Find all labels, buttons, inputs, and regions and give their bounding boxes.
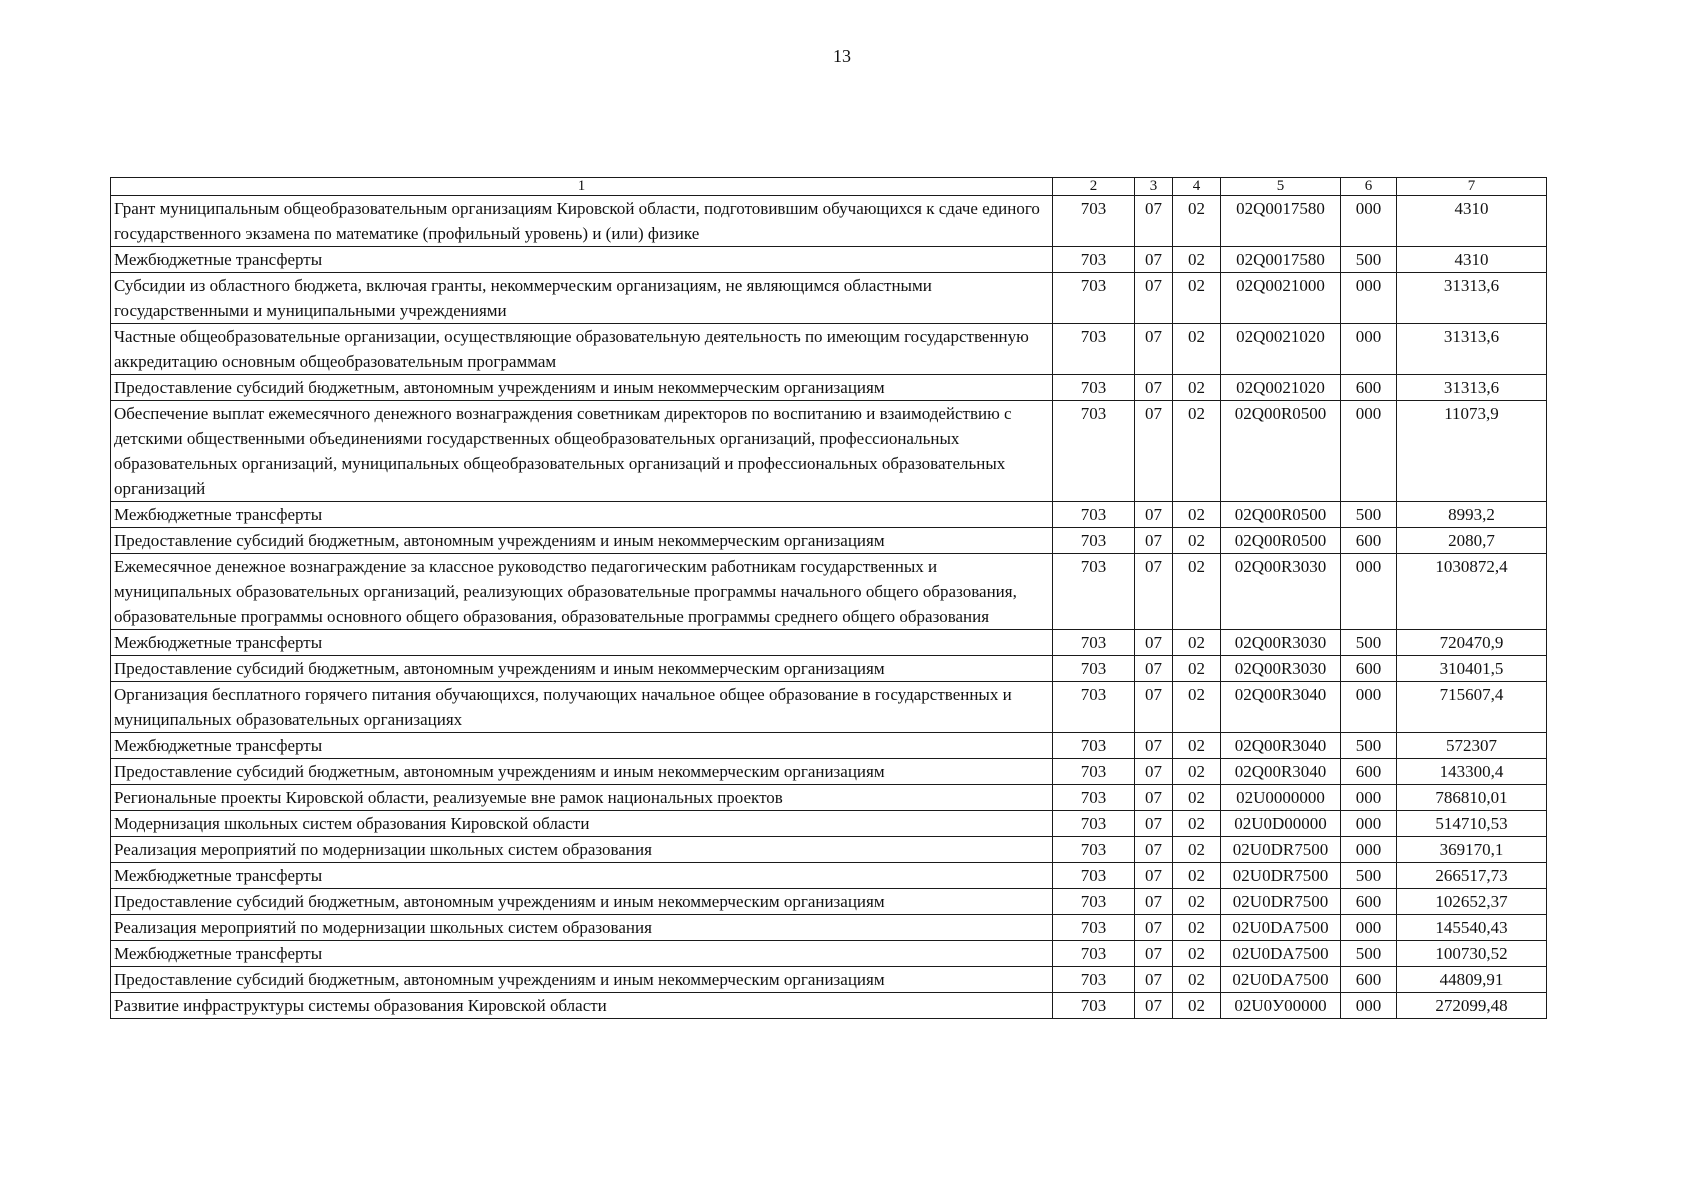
row-amount-cell: 514710,53 <box>1397 811 1547 837</box>
row-ministry-cell: 703 <box>1053 273 1135 324</box>
row-ministry-cell: 703 <box>1053 759 1135 785</box>
row-subsection-cell: 02 <box>1173 733 1221 759</box>
row-name-cell: Предоставление субсидий бюджетным, автономным учреждениям и иным некоммерческим организациям <box>111 889 1053 915</box>
row-expense-type-cell: 000 <box>1341 273 1397 324</box>
row-target-code-cell: 02Q0021020 <box>1221 324 1341 375</box>
row-section-cell: 07 <box>1135 967 1173 993</box>
row-subsection-cell: 02 <box>1173 247 1221 273</box>
row-subsection-cell: 02 <box>1173 656 1221 682</box>
row-amount-cell: 31313,6 <box>1397 375 1547 401</box>
table-row <box>111 554 1547 630</box>
row-name-cell: Предоставление субсидий бюджетным, автономным учреждениям и иным некоммерческим организациям <box>111 528 1053 554</box>
row-ministry-cell: 703 <box>1053 837 1135 863</box>
row-ministry-cell: 703 <box>1053 682 1135 733</box>
row-subsection-cell: 02 <box>1173 502 1221 528</box>
row-amount-cell: 572307 <box>1397 733 1547 759</box>
table-row <box>111 630 1547 656</box>
row-target-code-cell: 02Q00R3040 <box>1221 759 1341 785</box>
row-ministry-cell: 703 <box>1053 247 1135 273</box>
row-section-cell: 07 <box>1135 863 1173 889</box>
row-section-cell: 07 <box>1135 837 1173 863</box>
table-row <box>111 863 1547 889</box>
row-ministry-cell: 703 <box>1053 889 1135 915</box>
row-amount-cell: 1030872,4 <box>1397 554 1547 630</box>
row-expense-type-cell: 000 <box>1341 811 1397 837</box>
row-ministry-cell: 703 <box>1053 502 1135 528</box>
row-subsection-cell: 02 <box>1173 941 1221 967</box>
row-name-cell: Предоставление субсидий бюджетным, автономным учреждениям и иным некоммерческим организациям <box>111 375 1053 401</box>
row-target-code-cell: 02U0D00000 <box>1221 811 1341 837</box>
row-amount-cell: 8993,2 <box>1397 502 1547 528</box>
row-name-cell: Реализация мероприятий по модернизации школьных систем образования <box>111 915 1053 941</box>
row-ministry-cell: 703 <box>1053 630 1135 656</box>
table-row <box>111 837 1547 863</box>
row-expense-type-cell: 000 <box>1341 324 1397 375</box>
row-amount-cell: 715607,4 <box>1397 682 1547 733</box>
row-expense-type-cell: 500 <box>1341 247 1397 273</box>
table-row <box>111 528 1547 554</box>
row-name-cell: Межбюджетные трансферты <box>111 863 1053 889</box>
row-name-cell: Межбюджетные трансферты <box>111 502 1053 528</box>
row-expense-type-cell: 500 <box>1341 502 1397 528</box>
row-section-cell: 07 <box>1135 682 1173 733</box>
table-row <box>111 324 1547 375</box>
row-target-code-cell: 02Q0017580 <box>1221 247 1341 273</box>
row-expense-type-cell: 500 <box>1341 863 1397 889</box>
table-row <box>111 375 1547 401</box>
row-ministry-cell: 703 <box>1053 554 1135 630</box>
row-amount-cell: 272099,48 <box>1397 993 1547 1019</box>
row-ministry-cell: 703 <box>1053 863 1135 889</box>
row-subsection-cell: 02 <box>1173 554 1221 630</box>
row-section-cell: 07 <box>1135 554 1173 630</box>
table-row <box>111 656 1547 682</box>
row-name-cell: Межбюджетные трансферты <box>111 247 1053 273</box>
row-expense-type-cell: 000 <box>1341 837 1397 863</box>
row-amount-cell: 31313,6 <box>1397 324 1547 375</box>
row-amount-cell: 31313,6 <box>1397 273 1547 324</box>
row-target-code-cell: 02U0DR7500 <box>1221 889 1341 915</box>
budget-table <box>110 177 1547 1019</box>
row-name-cell: Предоставление субсидий бюджетным, автономным учреждениям и иным некоммерческим организациям <box>111 759 1053 785</box>
row-name-cell: Развитие инфраструктуры системы образования Кировской области <box>111 993 1053 1019</box>
row-section-cell: 07 <box>1135 733 1173 759</box>
row-section-cell: 07 <box>1135 401 1173 502</box>
row-amount-cell: 266517,73 <box>1397 863 1547 889</box>
row-section-cell: 07 <box>1135 811 1173 837</box>
row-target-code-cell: 02Q0017580 <box>1221 196 1341 247</box>
row-amount-cell: 4310 <box>1397 247 1547 273</box>
row-subsection-cell: 02 <box>1173 528 1221 554</box>
row-ministry-cell: 703 <box>1053 733 1135 759</box>
row-subsection-cell: 02 <box>1173 196 1221 247</box>
row-expense-type-cell: 000 <box>1341 915 1397 941</box>
row-expense-type-cell: 600 <box>1341 889 1397 915</box>
row-section-cell: 07 <box>1135 941 1173 967</box>
row-amount-cell: 720470,9 <box>1397 630 1547 656</box>
table-row <box>111 889 1547 915</box>
header-cell-amount: 7 <box>1397 178 1547 196</box>
header-cell-type: 6 <box>1341 178 1397 196</box>
row-amount-cell: 102652,37 <box>1397 889 1547 915</box>
row-amount-cell: 4310 <box>1397 196 1547 247</box>
row-expense-type-cell: 000 <box>1341 682 1397 733</box>
row-section-cell: 07 <box>1135 889 1173 915</box>
row-name-cell: Организация бесплатного горячего питания обучающихся, получающих начальное общее образование в государственных и муниципальных образовательных организациях <box>111 682 1053 733</box>
row-expense-type-cell: 500 <box>1341 733 1397 759</box>
row-section-cell: 07 <box>1135 324 1173 375</box>
row-subsection-cell: 02 <box>1173 682 1221 733</box>
row-expense-type-cell: 000 <box>1341 785 1397 811</box>
row-amount-cell: 44809,91 <box>1397 967 1547 993</box>
row-subsection-cell: 02 <box>1173 273 1221 324</box>
row-section-cell: 07 <box>1135 528 1173 554</box>
row-target-code-cell: 02U0DR7500 <box>1221 837 1341 863</box>
row-target-code-cell: 02Q00R3040 <box>1221 733 1341 759</box>
row-section-cell: 07 <box>1135 375 1173 401</box>
row-expense-type-cell: 600 <box>1341 375 1397 401</box>
row-amount-cell: 786810,01 <box>1397 785 1547 811</box>
row-ministry-cell: 703 <box>1053 915 1135 941</box>
row-target-code-cell: 02Q00R3030 <box>1221 630 1341 656</box>
table-row <box>111 401 1547 502</box>
row-ministry-cell: 703 <box>1053 993 1135 1019</box>
row-ministry-cell: 703 <box>1053 324 1135 375</box>
row-subsection-cell: 02 <box>1173 993 1221 1019</box>
row-section-cell: 07 <box>1135 759 1173 785</box>
header-cell-section: 3 <box>1135 178 1173 196</box>
row-expense-type-cell: 000 <box>1341 196 1397 247</box>
row-ministry-cell: 703 <box>1053 375 1135 401</box>
row-subsection-cell: 02 <box>1173 811 1221 837</box>
row-ministry-cell: 703 <box>1053 401 1135 502</box>
row-amount-cell: 143300,4 <box>1397 759 1547 785</box>
row-target-code-cell: 02Q0021020 <box>1221 375 1341 401</box>
row-section-cell: 07 <box>1135 273 1173 324</box>
row-target-code-cell: 02U0DA7500 <box>1221 967 1341 993</box>
table-row <box>111 273 1547 324</box>
row-subsection-cell: 02 <box>1173 759 1221 785</box>
table-row <box>111 967 1547 993</box>
table-row <box>111 785 1547 811</box>
row-target-code-cell: 02Q00R0500 <box>1221 528 1341 554</box>
row-section-cell: 07 <box>1135 502 1173 528</box>
row-name-cell: Грант муниципальным общеобразовательным организациям Кировской области, подготовившим обучающихся к сдаче единого государственного экзамена по математике (профильный уровень) и (или) физике <box>111 196 1053 247</box>
table-row <box>111 759 1547 785</box>
row-expense-type-cell: 000 <box>1341 993 1397 1019</box>
header-cell-target: 5 <box>1221 178 1341 196</box>
row-name-cell: Реализация мероприятий по модернизации школьных систем образования <box>111 837 1053 863</box>
header-cell-name: 1 <box>111 178 1053 196</box>
row-amount-cell: 369170,1 <box>1397 837 1547 863</box>
row-amount-cell: 100730,52 <box>1397 941 1547 967</box>
row-target-code-cell: 02Q00R0500 <box>1221 401 1341 502</box>
row-ministry-cell: 703 <box>1053 967 1135 993</box>
table-row <box>111 733 1547 759</box>
row-name-cell: Ежемесячное денежное вознаграждение за классное руководство педагогическим работникам государственных и муниципальных образовательных организаций, реализующих образовательные программы начального общего образования, образовательные программы основного общего образования, образовательные программы среднего общего образования <box>111 554 1053 630</box>
table-row <box>111 811 1547 837</box>
row-expense-type-cell: 600 <box>1341 759 1397 785</box>
row-target-code-cell: 02U0DR7500 <box>1221 863 1341 889</box>
row-expense-type-cell: 600 <box>1341 656 1397 682</box>
table-row <box>111 682 1547 733</box>
row-expense-type-cell: 000 <box>1341 401 1397 502</box>
row-subsection-cell: 02 <box>1173 630 1221 656</box>
table-row <box>111 915 1547 941</box>
row-amount-cell: 2080,7 <box>1397 528 1547 554</box>
row-amount-cell: 145540,43 <box>1397 915 1547 941</box>
row-ministry-cell: 703 <box>1053 785 1135 811</box>
row-ministry-cell: 703 <box>1053 196 1135 247</box>
row-amount-cell: 310401,5 <box>1397 656 1547 682</box>
table-row <box>111 993 1547 1019</box>
row-expense-type-cell: 000 <box>1341 554 1397 630</box>
row-target-code-cell: 02Q00R3030 <box>1221 554 1341 630</box>
row-name-cell: Региональные проекты Кировской области, реализуемые вне рамок национальных проектов <box>111 785 1053 811</box>
row-section-cell: 07 <box>1135 993 1173 1019</box>
row-section-cell: 07 <box>1135 630 1173 656</box>
row-target-code-cell: 02U0DA7500 <box>1221 915 1341 941</box>
row-subsection-cell: 02 <box>1173 889 1221 915</box>
row-subsection-cell: 02 <box>1173 785 1221 811</box>
row-expense-type-cell: 600 <box>1341 528 1397 554</box>
row-target-code-cell: 02Q00R0500 <box>1221 502 1341 528</box>
row-expense-type-cell: 500 <box>1341 630 1397 656</box>
table-row <box>111 247 1547 273</box>
row-ministry-cell: 703 <box>1053 656 1135 682</box>
row-ministry-cell: 703 <box>1053 528 1135 554</box>
row-section-cell: 07 <box>1135 785 1173 811</box>
table-body <box>111 178 1547 1019</box>
row-expense-type-cell: 600 <box>1341 967 1397 993</box>
row-section-cell: 07 <box>1135 656 1173 682</box>
row-section-cell: 07 <box>1135 196 1173 247</box>
row-subsection-cell: 02 <box>1173 375 1221 401</box>
row-subsection-cell: 02 <box>1173 324 1221 375</box>
row-name-cell: Обеспечение выплат ежемесячного денежного вознаграждения советникам директоров по воспитанию и взаимодействию с детскими общественными объединениями государственных общеобразовательных организаций, профессиональных образовательных организаций, муниципальных общеобразовательных организаций и профессиональных образовательных организаций <box>111 401 1053 502</box>
row-amount-cell: 11073,9 <box>1397 401 1547 502</box>
table-row <box>111 502 1547 528</box>
header-cell-ministry: 2 <box>1053 178 1135 196</box>
row-name-cell: Предоставление субсидий бюджетным, автономным учреждениям и иным некоммерческим организациям <box>111 656 1053 682</box>
row-target-code-cell: 02Q00R3040 <box>1221 682 1341 733</box>
row-subsection-cell: 02 <box>1173 863 1221 889</box>
page-number: 13 <box>833 46 851 66</box>
table-row <box>111 196 1547 247</box>
row-ministry-cell: 703 <box>1053 941 1135 967</box>
row-section-cell: 07 <box>1135 915 1173 941</box>
row-expense-type-cell: 500 <box>1341 941 1397 967</box>
row-name-cell: Предоставление субсидий бюджетным, автономным учреждениям и иным некоммерческим организациям <box>111 967 1053 993</box>
row-name-cell: Межбюджетные трансферты <box>111 733 1053 759</box>
row-target-code-cell: 02U0У00000 <box>1221 993 1341 1019</box>
row-name-cell: Межбюджетные трансферты <box>111 630 1053 656</box>
row-name-cell: Частные общеобразовательные организации, осуществляющие образовательную деятельность по имеющим государственную аккредитацию основным общеобразовательным программам <box>111 324 1053 375</box>
row-name-cell: Межбюджетные трансферты <box>111 941 1053 967</box>
row-subsection-cell: 02 <box>1173 915 1221 941</box>
table-row <box>111 941 1547 967</box>
row-target-code-cell: 02U0DA7500 <box>1221 941 1341 967</box>
row-target-code-cell: 02Q00R3030 <box>1221 656 1341 682</box>
header-cell-subsection: 4 <box>1173 178 1221 196</box>
row-subsection-cell: 02 <box>1173 401 1221 502</box>
row-name-cell: Субсидии из областного бюджета, включая гранты, некоммерческим организациям, не являющимся областными государственными и муниципальными учреждениями <box>111 273 1053 324</box>
row-ministry-cell: 703 <box>1053 811 1135 837</box>
row-subsection-cell: 02 <box>1173 837 1221 863</box>
table-header-row <box>111 178 1547 196</box>
row-subsection-cell: 02 <box>1173 967 1221 993</box>
row-target-code-cell: 02Q0021000 <box>1221 273 1341 324</box>
row-name-cell: Модернизация школьных систем образования Кировской области <box>111 811 1053 837</box>
row-target-code-cell: 02U0000000 <box>1221 785 1341 811</box>
row-section-cell: 07 <box>1135 247 1173 273</box>
